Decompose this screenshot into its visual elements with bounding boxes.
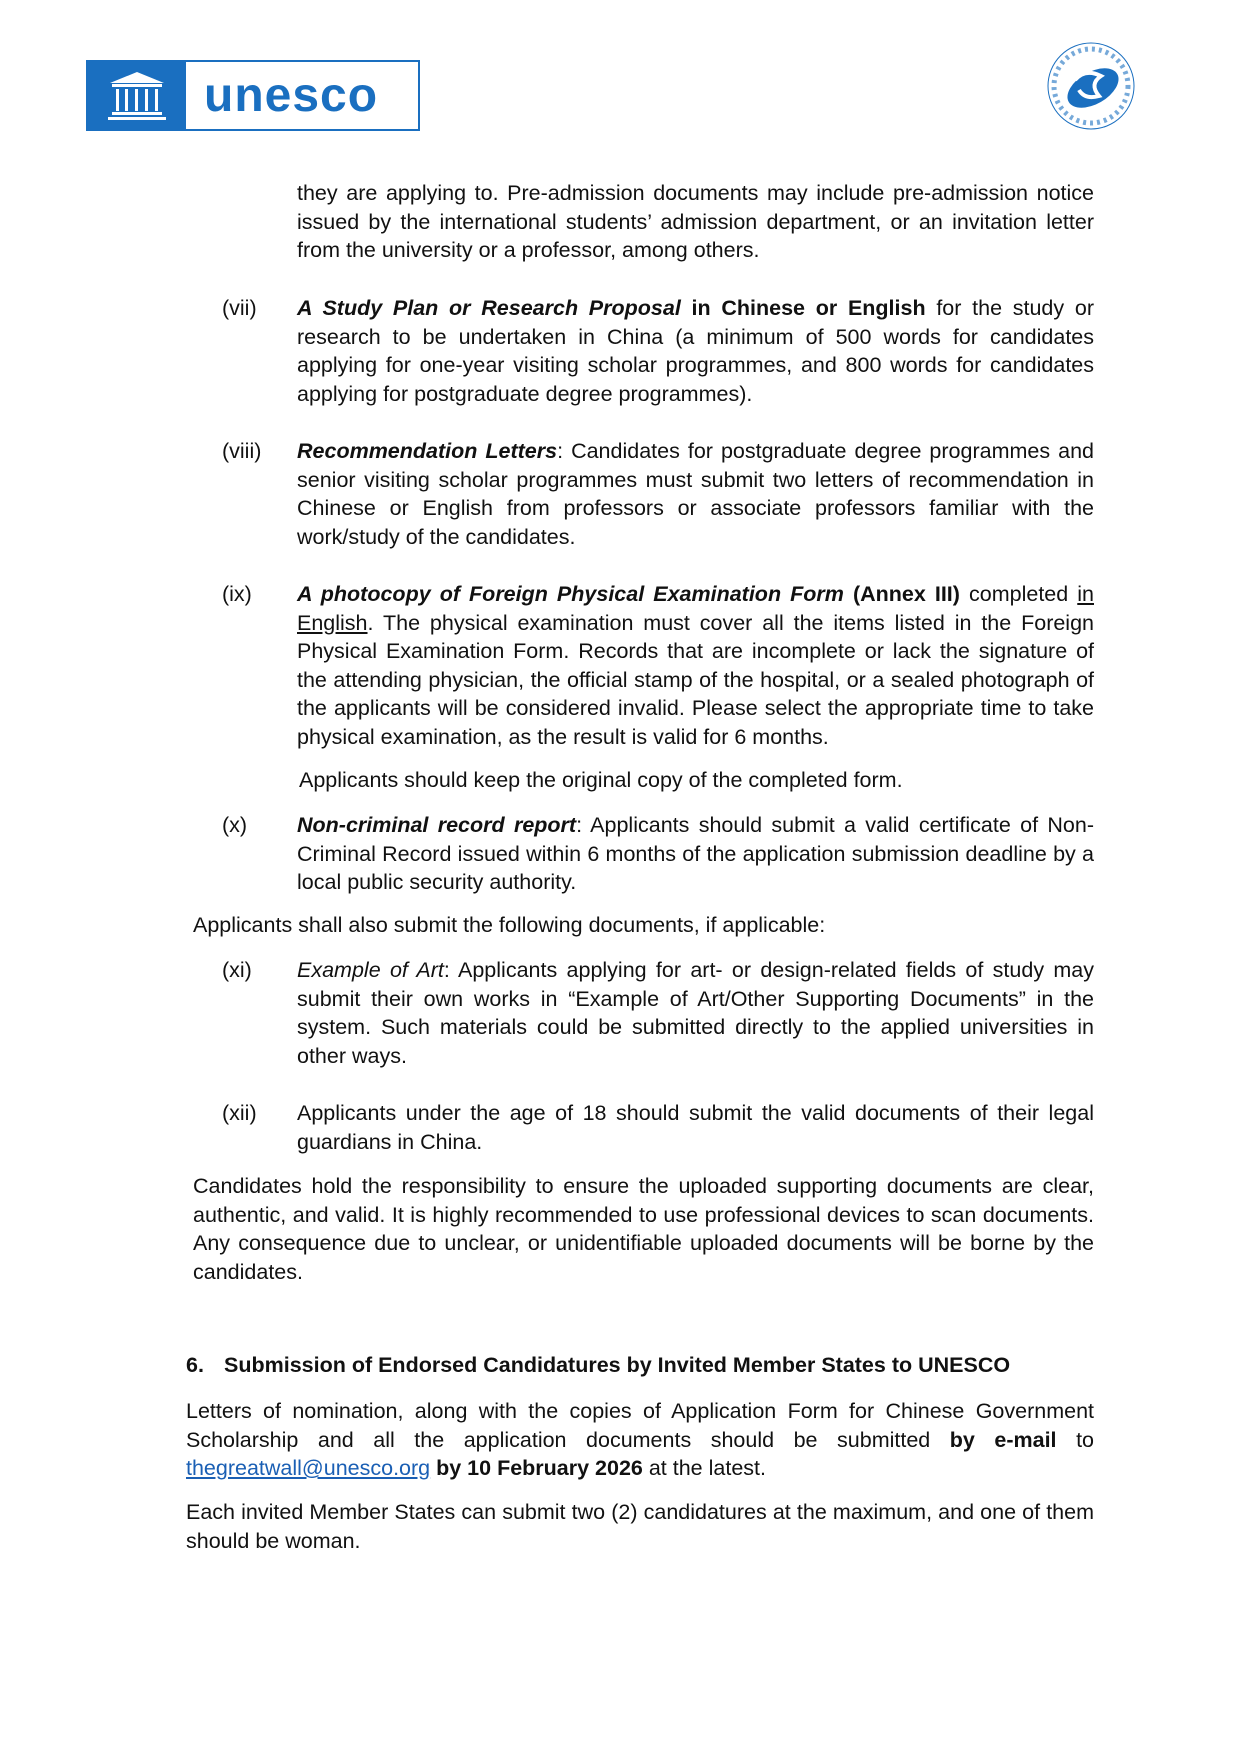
section-heading: 6. Submission of Endorsed Candidatures by Invited Member States to UNESCO (186, 1353, 1011, 1377)
item-note: Applicants should keep the original copy of the completed form. (299, 768, 903, 792)
item-number: (xi) (222, 958, 252, 982)
item-text: Applicants under the age of 18 should submit the valid documents of their legal guardians in China. (297, 1101, 1094, 1154)
email-link[interactable]: thegreatwall@unesco.org (186, 1456, 431, 1480)
submission-paragraph: Letters of nomination, along with the copies of Application Form for Chinese Government Scholarship and all the application documents should be submitted by e-mail to thegreatwall@unesco.org by 10 February 2026 at the latest. (186, 1399, 1095, 1480)
item-text: A Study Plan or Research Proposal in Chinese or English for the study or research to be undertaken in China (a minimum of 500 words for candidates applying for one-year visiting scholar programmes, and 800 words for candidates applying for postgraduate degree programmes). (297, 296, 1094, 406)
also-submit-paragraph: Applicants shall also submit the following documents, if applicable: (193, 913, 826, 937)
unesco-wordmark: unesco (204, 69, 379, 122)
item-number: (x) (222, 813, 248, 837)
china-scholarship-council-logo-icon (1045, 40, 1137, 132)
intro-paragraph: they are applying to. Pre-admission documents may include pre-admission notice issued by the international students’ admission department, or an invitation letter from the university or a professor, among others. (297, 181, 1094, 262)
item-number: (viii) (222, 439, 262, 463)
item-number: (ix) (222, 582, 252, 606)
item-text: Non-criminal record report: Applicants should submit a valid certificate of Non-Criminal Record issued within 6 months of the application submission deadline by a local public security authority. (297, 813, 1094, 894)
item-number: (vii) (222, 296, 257, 320)
item-text: A photocopy of Foreign Physical Examination Form (Annex III) completed in English. The physical examination must cover all the items listed in the Foreign Physical Examination Form. Records that are incomplete or lack the signature of the attending physician, the official stamp of the hospital, or a sealed photograph of the applicants will be considered invalid. Please select the appropriate time to take physical examination, as the result is valid for 6 months. (297, 582, 1094, 749)
candidature-limit-paragraph: Each invited Member States can submit two (2) candidatures at the maximum, and one of them should be woman. (186, 1500, 1094, 1553)
item-text: Recommendation Letters: Candidates for postgraduate degree programmes and senior visiting scholar programmes must submit two letters of recommendation in Chinese or English from professors or associate professors familiar with the work/study of the candidates. (297, 439, 1094, 549)
item-text: Example of Art: Applicants applying for art- or design-related fields of study may submit their own works in “Example of Art/Other Supporting Documents” in the system. Such materials could be submitted directly to the applied universities in other ways. (297, 958, 1095, 1068)
responsibility-paragraph: Candidates hold the responsibility to ensure the uploaded supporting documents are clear, authentic, and valid. It is highly recommended to use professional devices to scan documents. Any consequence due to unclear, or unidentifiable uploaded documents will be borne by the candidates. (193, 1174, 1094, 1284)
unesco-logo (86, 60, 420, 131)
unesco-temple-emblem-icon (88, 62, 186, 129)
item-number: (xii) (222, 1101, 257, 1125)
